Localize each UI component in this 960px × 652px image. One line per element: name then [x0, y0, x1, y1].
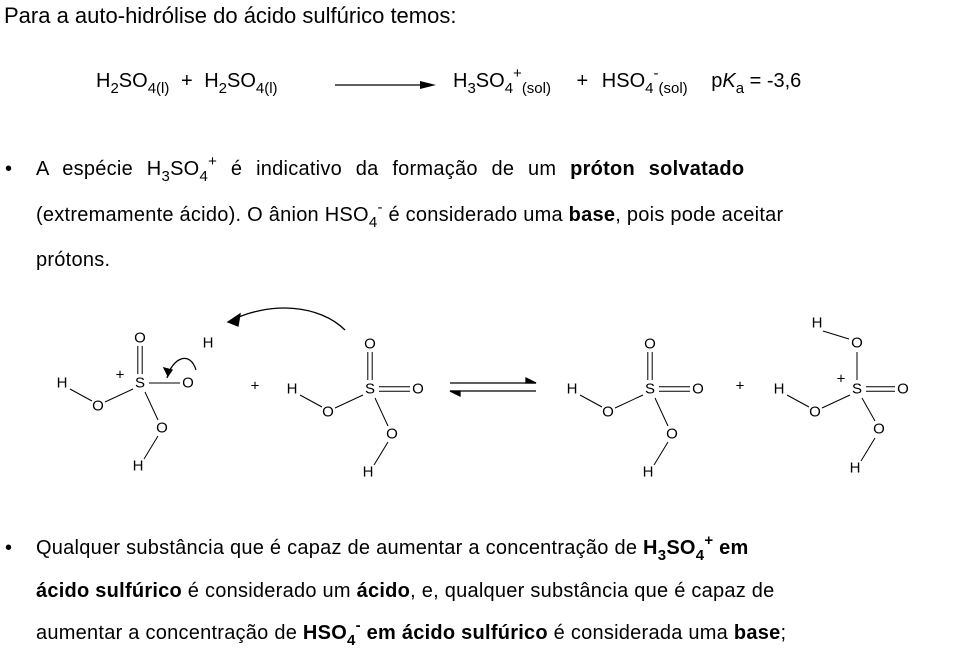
single-bond	[615, 395, 643, 408]
hydrogen-atom: H	[132, 457, 144, 475]
oxygen-atom: O	[182, 374, 194, 392]
product-1: $H_3SO_4^+_{(sol)}$	[453, 65, 551, 97]
proton-transfer-arrowhead	[228, 314, 240, 326]
positive-charge: +	[836, 370, 846, 388]
hydrogen-atom: H	[566, 380, 578, 398]
oxygen-atom: O	[644, 335, 656, 353]
bullet2-line3: aumentar a concentração de $HSO_4^-$ em ácido sulfúrico é considerada uma base;	[36, 617, 787, 649]
oxygen-atom: O	[386, 425, 398, 443]
single-bond	[145, 392, 158, 420]
oxygen-atom: O	[897, 380, 909, 398]
reactant-1: $H_2SO_{4(l)}$	[96, 70, 170, 97]
oxygen-atom: O	[364, 335, 376, 353]
sulfur-atom: S	[134, 374, 146, 392]
single-bond	[580, 395, 602, 407]
hydrogen-atom: H	[773, 380, 785, 398]
equilibrium-reverse-arrowhead	[450, 391, 460, 396]
reaction-arrowhead	[420, 81, 436, 89]
single-bond	[823, 331, 849, 339]
page-title: Para a auto-hidrólise do ácido sulfúrico temos:	[4, 3, 457, 28]
hydrogen-atom: H	[849, 459, 861, 477]
bullet-marker: •	[5, 537, 13, 559]
oxygen-atom: O	[809, 403, 821, 421]
bullet1-line1: A espécie $H_3SO_4^+$ é indicativo da formação de um próton solvatado	[36, 153, 745, 185]
electron-arrowhead	[164, 368, 172, 376]
bullet1-line2: (extremamente ácido). O ânion $HSO_4^-$ é considerado uma base, pois pode aceitar	[36, 199, 784, 231]
plus-sign: +	[250, 377, 260, 395]
single-bond	[822, 395, 850, 408]
hydrogen-atom: H	[56, 374, 68, 392]
oxygen-atom: O	[851, 334, 863, 352]
oxygen-atom: O	[92, 397, 104, 415]
single-bond	[862, 398, 875, 421]
plus-sign: +	[576, 70, 589, 92]
product-2: $HSO_4^-_{(sol)}$	[601, 65, 688, 97]
single-bond	[70, 389, 92, 401]
plus-sign: +	[735, 377, 745, 395]
single-bond	[374, 442, 388, 465]
oxygen-atom: O	[412, 380, 424, 398]
single-bond	[375, 398, 388, 426]
single-bond	[105, 389, 133, 402]
bullet-marker: •	[5, 158, 13, 180]
oxygen-atom: O	[134, 329, 146, 347]
bullet1-line3: prótons.	[36, 249, 111, 271]
oxygen-atom: O	[666, 425, 678, 443]
oxygen-atom: O	[156, 419, 168, 437]
hydrogen-atom: H	[286, 380, 298, 398]
single-bond	[655, 398, 668, 426]
single-bond	[654, 442, 668, 465]
hydrogen-atom: H	[362, 463, 374, 481]
sulfur-atom: S	[851, 380, 863, 398]
sulfur-atom: S	[364, 380, 376, 398]
single-bond	[300, 395, 322, 407]
proton-transfer-arrow	[228, 308, 345, 330]
reactant-2: $H_2SO_{4(l)}$	[204, 70, 278, 97]
products	[453, 65, 802, 97]
pka-value: $pK_a = -3,6$	[711, 70, 802, 97]
single-bond	[335, 395, 363, 408]
single-bond	[787, 395, 809, 407]
bullet2-line2: ácido sulfúrico é considerado um ácido, e, qualquer substância que é capaz de	[36, 580, 775, 602]
single-bond	[861, 438, 875, 461]
positive-charge: +	[115, 366, 125, 384]
oxygen-atom: O	[873, 420, 885, 438]
plus-sign: +	[180, 70, 193, 92]
single-bond	[144, 436, 158, 459]
hydrogen-atom: H	[642, 463, 654, 481]
oxygen-atom: O	[602, 403, 614, 421]
oxygen-atom: O	[692, 380, 704, 398]
reaction-scheme	[0, 300, 960, 500]
hydrogen-atom: H	[202, 334, 214, 352]
hydrogen-atom: H	[811, 314, 823, 332]
equilibrium-forward-arrowhead	[526, 378, 536, 383]
bullet2-line1: Qualquer substância que é capaz de aumentar a concentração de $H_3SO_4^+$ em	[36, 532, 749, 564]
sulfur-atom: S	[644, 380, 656, 398]
oxygen-atom: O	[322, 403, 334, 421]
